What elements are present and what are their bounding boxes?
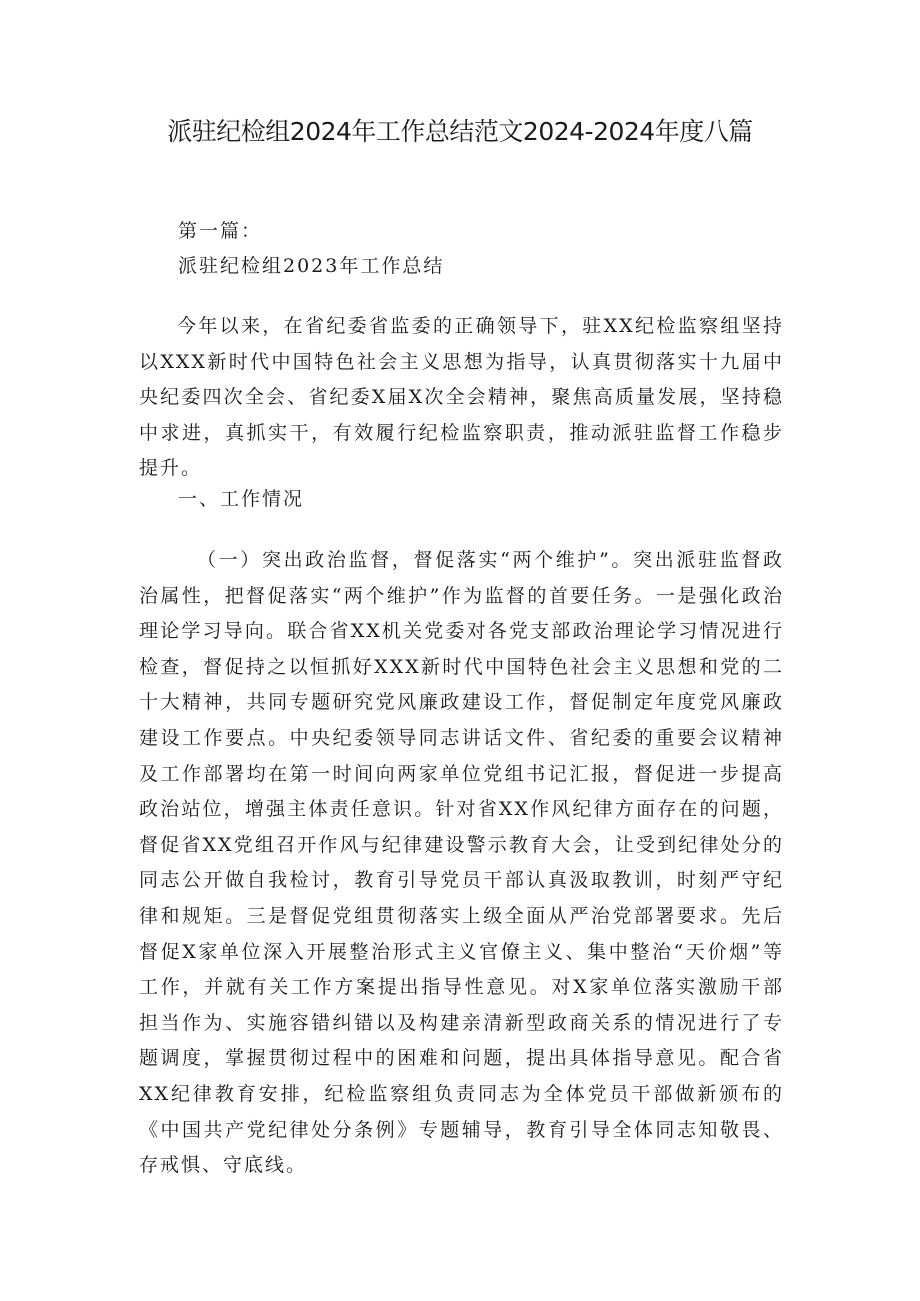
intro-paragraph: 今年以来，在省纪委省监委的正确领导下，驻XX纪检监察组坚持以XXX新时代中国特色社会主义思想为指导，认真贯彻落实十九届中央纪委四次全会、省纪委X届X次全会精神，聚焦高质量发展，坚持稳中求进，真抓实干，有效履行纪检监察职责，推动派驻监督工作稳步提升。 <box>139 315 784 480</box>
document-title: 派驻纪检组2024年工作总结范文2024-2024年度八篇 <box>167 117 753 146</box>
article-subtitle: 派驻纪检组2023年工作总结 <box>178 255 445 277</box>
section-heading: 一、工作情况 <box>178 488 305 510</box>
section-paragraph: （一）突出政治监督，督促落实“两个维护”。突出派驻监督政治属性，把督促落实“两个维护”作为监督的首要任务。一是强化政治理论学习导向。联合省XX机关党委对各党支部政治理论学习情况进行检查，督促持之以恒抓好XXX新时代中国特色社会主义思想和党的二十大精神，共同专题研究党风廉政建设工作，督促制定年度党风廉政建设工作要点。中央纪委领导同志讲话文件、省纪委的重要会议精神及工作部署均在第一时间向两家单位党组书记汇报，督促进一步提高政治站位，增强主体责任意识。针对省XX作风纪律方面存在的问题，督促省XX党组召开作风与纪律建设警示教育大会，让受到纪律处分的同志公开做自我检讨，教育引导党员干部认真汲取教训，时刻严守纪律和规矩。三是督促党组贯彻落实上级全面从严治党部署要求。先后督促X家单位深入开展整治形式主义官僚主义、集中整治“天价烟”等工作，并就有关工作方案提出指导性意见。对X家单位落实激励干部担当作为、实施容错纠错以及构建亲清新型政商关系的情况进行了专题调度，掌握贯彻过程中的困难和问题，提出具体指导意见。配合省XX纪律教育安排，纪检监察组负责同志为全体党员干部做新颁布的《中国共产党纪律处分条例》专题辅导，教育引导全体同志知敬畏、存戒惧、守底线。 <box>139 549 784 1177</box>
chapter-label: 第一篇： <box>178 220 263 242</box>
